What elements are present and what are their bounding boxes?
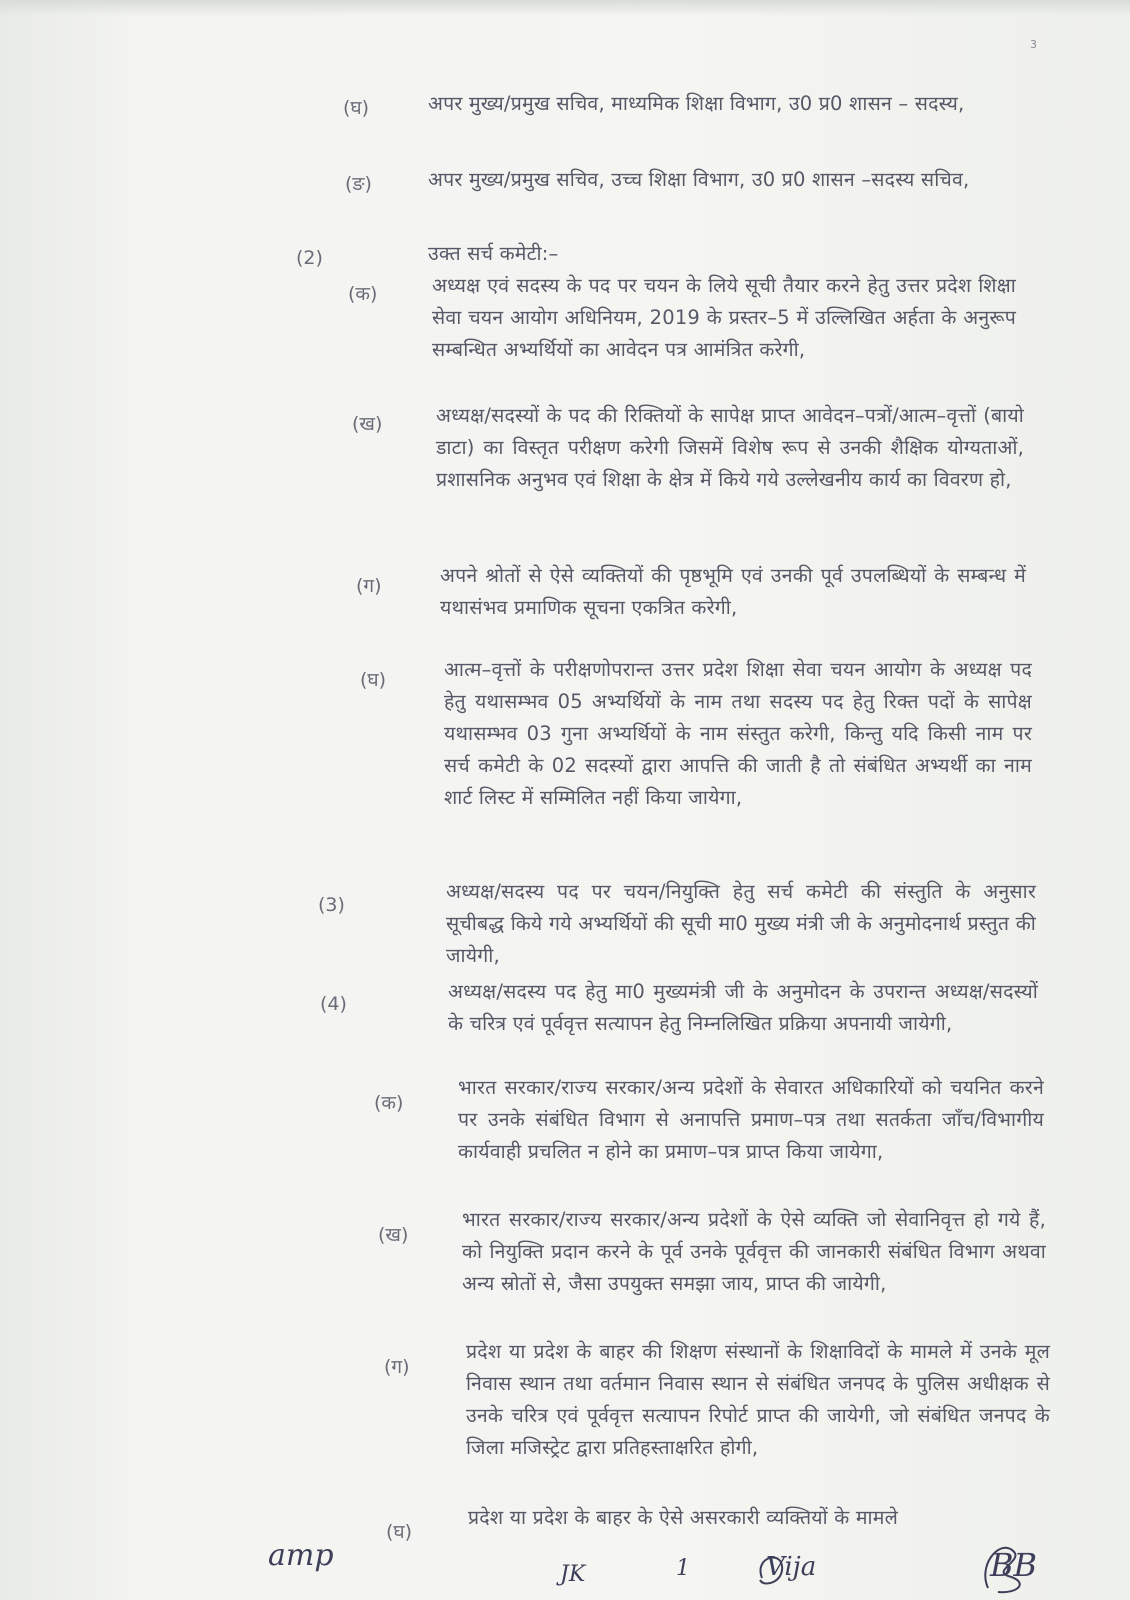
item-label: (ग) [384,1356,410,1378]
item-label: (घ) [360,669,387,691]
signature-scribble [752,1548,842,1592]
scan-edge-shadow [0,0,1130,16]
item-label: (क) [374,1092,404,1114]
item-text: अपर मुख्य/प्रमुख सचिव, माध्यमिक शिक्षा विभाग, उ0 प्र0 शासन – सदस्य, [428,92,965,115]
initial-signature: JK [560,1562,586,1587]
item-text: भारत सरकार/राज्य सरकार/अन्य प्रदेशों के ऐसे व्यक्ति जो सेवानिवृत्त हो गये हैं, को नियुक्ति प्रदान करने के पूर्व उनके पूर्ववृत्त की जानकारी संबंधित विभाग अथवा अन्य स्रोतों से, जैसा उपयुक्त समझा जाय, प्राप्त की जायेगी, [462,1208,1046,1295]
item-text: उक्त सर्च कमेटी:– [428,242,559,265]
item-text: भारत सरकार/राज्य सरकार/अन्य प्रदेशों के सेवारत अधिकारियों को चयनित करने पर उनके संबंधित विभाग से अनापत्ति प्रमाण–पत्र तथा सतर्कता जाँच/विभागीय कार्यवाही प्रचलित न होने का प्रमाण–पत्र प्राप्त किया जायेगा, [458,1076,1044,1163]
item-label: (घ) [386,1521,413,1543]
item-text: अध्यक्ष/सदस्य पद हेतु मा0 मुख्यमंत्री जी के अनुमोदन के उपरान्त अध्यक्ष/सदस्यों के चरित्र एवं पूर्ववृत्त सत्यापन हेतु निम्नलिखित प्रक्रिया अपनायी जायेगी, [448,980,1038,1035]
item-text: अध्यक्ष/सदस्य पद पर चयन/नियुक्ति हेतु सर्च कमेटी की संस्तुति के अनुसार सूचीबद्ध किये गये अभ्यर्थियों की सूची मा0 मुख्य मंत्री जी के अनुमोदनार्थ प्रस्तुत की जायेगी, [446,880,1036,967]
item-text: अपर मुख्य/प्रमुख सचिव, उच्च शिक्षा विभाग, उ0 प्र0 शासन –सदस्य सचिव, [428,168,970,191]
initial-signature: 1 [676,1556,690,1581]
item-text: अध्यक्ष/सदस्यों के पद की रिक्तियों के सापेक्ष प्राप्त आवेदन–पत्रों/आत्म–वृत्तों (बायो डाटा) का विस्तृत परीक्षण करेगी जिसमें विशेष रूप से उनकी शैक्षिक योग्यताओं, प्रशासनिक अनुभव एवं शिक्षा के क्षेत्र में किये गये उल्लेखनीय कार्य का विवरण हो, [436,404,1024,491]
item-label: (क) [348,283,378,305]
signature-scribble [968,1536,1048,1596]
initial-signature: Vija [766,1552,817,1582]
item-text: अपने श्रोतों से ऐसे व्यक्तियों की पृष्ठभूमि एवं उनकी पूर्व उपलब्धियों के सम्बन्ध में यथासंभव प्रमाणिक सूचना एकत्रित करेगी, [440,564,1026,619]
item-text: प्रदेश या प्रदेश के बाहर के ऐसे असरकारी व्यक्तियों के मामले [468,1506,899,1529]
item-label: (ख) [378,1224,409,1246]
item-text: आत्म–वृत्तों के परीक्षणोपरान्त उत्तर प्रदेश शिक्षा सेवा चयन आयोग के अध्यक्ष पद हेतु यथासम्भव 05 अभ्यर्थियों के नाम तथा सदस्य पद हेतु रिक्त पदों के सापेक्ष यथासम्भव 03 गुना अभ्यर्थियों के नाम संस्तुत करेगी, किन्तु यदि किसी नाम पर सर्च कमेटी के 02 सदस्यों द्वारा आपत्ति की जाती है तो संबंधित अभ्यर्थी का नाम शार्ट लिस्ट में सम्मिलित नहीं किया जायेगा, [444,658,1032,809]
item-label: (घ) [343,97,370,119]
item-label: (4) [320,993,347,1015]
item-label: (ङ) [345,173,372,195]
item-label: (3) [318,894,345,916]
initial-signature: amp [268,1538,334,1573]
item-text: अध्यक्ष एवं सदस्य के पद पर चयन के लिये सूची तैयार करने हेतु उत्तर प्रदेश शिक्षा सेवा चयन आयोग अधिनियम, 2019 के प्रस्तर–5 में उल्लिखित अर्हता के अनुरूप सम्बन्धित अभ्यर्थियों का आवेदन पत्र आमंत्रित करेगी, [432,274,1016,361]
item-text: प्रदेश या प्रदेश के बाहर की शिक्षण संस्थानों के शिक्षाविदों के मामले में उनके मूल निवास स्थान तथा वर्तमान निवास स्थान से संबंधित जनपद के पुलिस अधीक्षक से उनके चरित्र एवं पूर्ववृत्त सत्यापन रिपोर्ट प्राप्त की जायेगी, जो संबंधित जनपद के जिला मजिस्ट्रेट द्वारा प्रतिहस्ताक्षरित होगी, [466,1340,1050,1459]
item-label: (2) [296,247,323,269]
page-number: 3 [1030,38,1037,51]
item-label: (ख) [352,413,383,435]
initial-signature: BB [990,1546,1038,1584]
item-label: (ग) [356,575,382,597]
